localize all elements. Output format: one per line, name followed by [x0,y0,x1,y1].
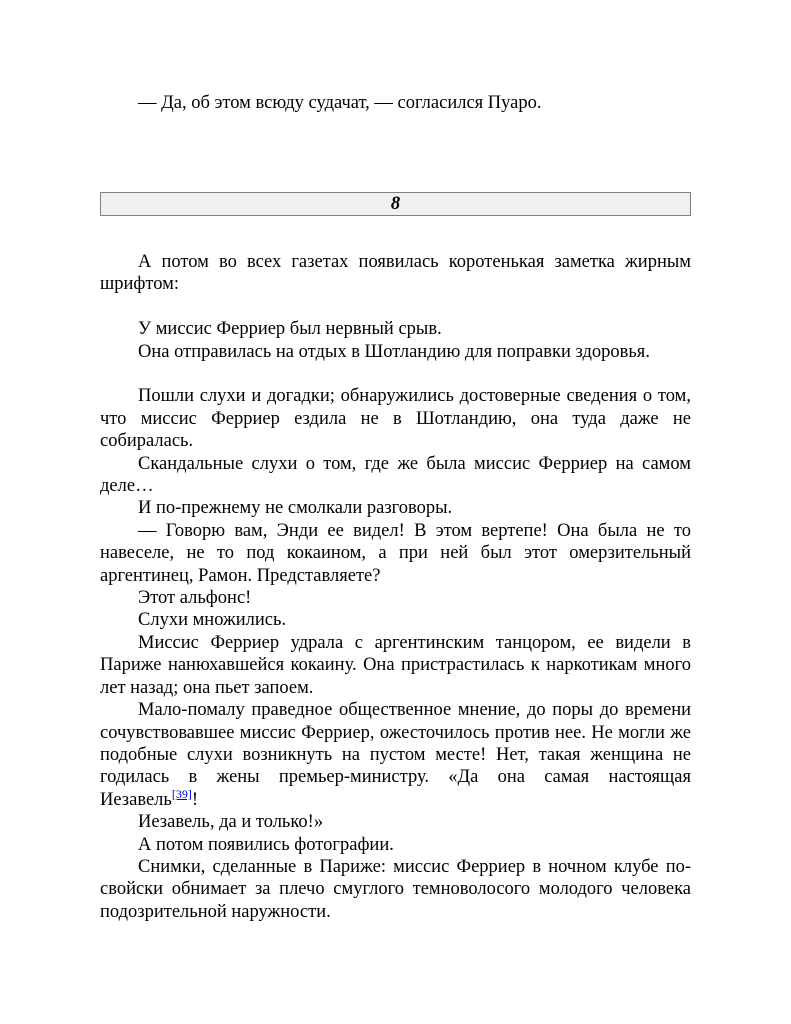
body-paragraph: Пошли слухи и догадки; обнаружились достоверные сведения о том, что миссис Ферриер ездила не в Шотландию, она туда даже не собиралась. [100,386,691,452]
body-paragraph: Слухи множились. [138,610,287,631]
paragraph-tail: ! [191,789,198,810]
body-paragraph: Снимки, сделанные в Париже: миссис Ферриер в ночном клубе по-свойски обнимает за плечо смуглого темноволосого молодого человека подозрительной наружности. [100,856,691,922]
chapter-number: 8 [390,194,401,214]
newspaper-note-line-1: У миссис Ферриер был нервный срыв. [138,319,442,340]
body-paragraph: И по-прежнему не смолкали разговоры. [138,498,453,519]
body-paragraph: Скандальные слухи о том, где же была миссис Ферриер на самом деле… [100,453,691,497]
main-text-block [100,251,691,923]
body-paragraph: Миссис Ферриер удрала с аргентинским танцором, ее видели в Париже нанюхавшейся кокаину. Она пристрастилась к наркотикам много лет назад; она пьет запоем. [100,632,691,698]
body-paragraph: А потом появились фотографии. [138,834,394,855]
paragraph-text: Мало-помалу праведное общественное мнение, до поры до времени сочувствовавшее миссис Ферриер, ожесточилось против нее. Не могли же подобные слухи возникнуть на пустом месте! Нет, такая женщина не годилась в жены премьер-министру. «Да она самая настоящая Иезавель [100,700,691,810]
chapter-heading [100,192,691,216]
body-paragraph-with-footnote [100,699,691,811]
body-paragraph: Иезавель, да и только!» [138,812,324,833]
body-paragraph: Этот альфонс! [138,588,252,609]
poirot-dialogue-paragraph: — Да, об этом всюду судачат, — согласился Пуаро. [138,93,542,113]
spacer [100,296,691,318]
intro-paragraph: А потом во всех газетах появилась коротенькая заметка жирным шрифтом: [100,252,691,295]
footnote-link[interactable]: [39] [171,786,192,801]
body-paragraph: — Говорю вам, Энди ее видел! В этом вертепе! Она была не то навеселе, не то под кокаином, а при ней был этот омерзительный аргентинец, Рамон. Представляете? [100,520,691,586]
newspaper-note-line-2: Она отправилась на отдых в Шотландию для поправки здоровья. [138,341,650,362]
spacer [100,363,691,385]
top-text-block [100,92,691,114]
